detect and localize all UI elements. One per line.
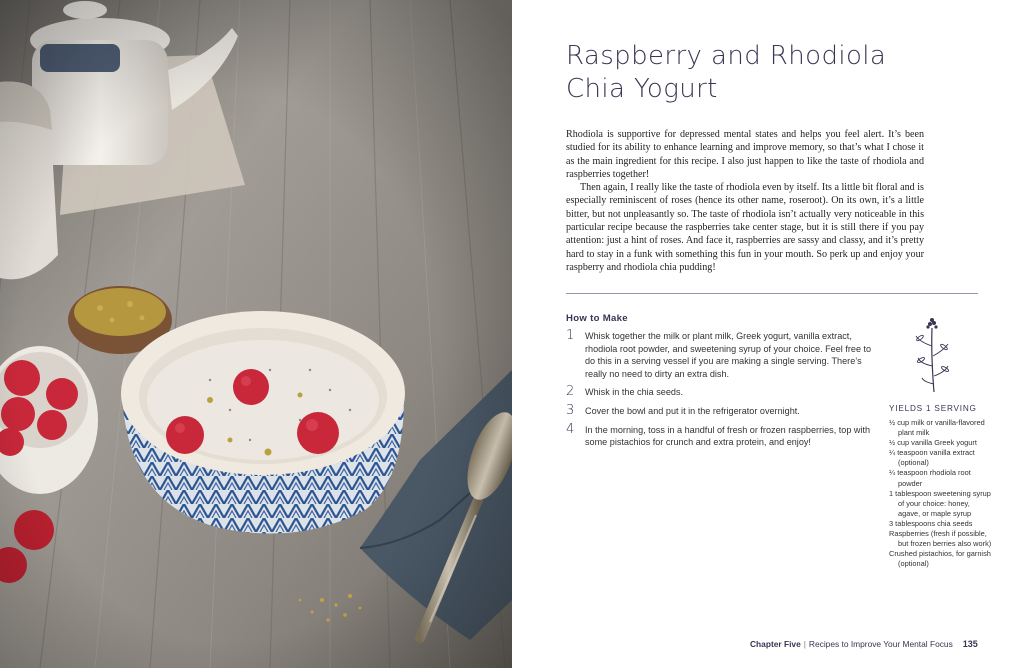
- ingredient-item: ½ cup vanilla Greek yogurt: [889, 438, 977, 448]
- yields-label: YIELDS 1 SERVING: [889, 404, 977, 413]
- step-text: In the morning, toss in a handful of fresh or frozen raspberries, top with some pistachios for crunch and extra protein, and enjoy!: [585, 424, 871, 448]
- step-text: Whisk together the milk or plant milk, Greek yogurt, vanilla extract, rhodiola root powder, and sweetening syrup of your choice. Feel free to do this in a serving vessel if you are making a single serving. There’s really no need to dirty an extra dish.: [585, 331, 872, 379]
- page-footer: [750, 639, 978, 649]
- recipe-title-line-2: Chia Yogurt: [566, 74, 718, 104]
- method-step: [566, 402, 876, 418]
- step-text: Cover the bowl and put it in the refrigerator overnight.: [585, 405, 800, 416]
- recipe-intro: [566, 128, 924, 274]
- recipe-page: [512, 0, 1024, 668]
- method-step: [566, 421, 876, 449]
- recipe-title: [566, 40, 986, 106]
- method-steps: [566, 330, 876, 455]
- rhodiola-sprig-icon: [910, 316, 954, 394]
- page-number: 135: [962, 639, 978, 649]
- step-text: Whisk in the chia seeds.: [585, 387, 684, 398]
- how-to-heading: How to Make: [566, 313, 628, 324]
- ingredient-item: Crushed pistachios, for garnish (optional): [889, 549, 991, 569]
- method-step: [566, 330, 876, 380]
- section-divider: [566, 293, 978, 294]
- step-number: 1: [566, 328, 575, 343]
- ingredient-item: Raspberries (fresh if possible, but frozen berries also work): [889, 529, 992, 549]
- ingredient-item: ¼ teaspoon vanilla extract (optional): [889, 448, 975, 468]
- footer-separator: |: [803, 639, 806, 649]
- ingredient-item: ¼ teaspoon rhodiola root powder: [889, 468, 971, 488]
- section-label: Recipes to Improve Your Mental Focus: [808, 639, 953, 649]
- method-step: [566, 386, 876, 399]
- step-number: 2: [566, 384, 575, 400]
- ingredient-item: 3 tablespoons chia seeds: [889, 518, 973, 528]
- intro-paragraph: Then again, I really like the taste of rhodiola even by itself. Its a little bit floral and is especially reminiscent of roses (hence its other name, roseroot). On its own, it’s a little bitter, but not unpleasantly so. The taste of rhodiola isn’t actually very noticeable in this particular recipe because the raspberries take center stage, but it is still there if you pay attention: just a hint of roses. And face it, raspberries are sassy and classy, and it’s pretty hard to stay in a funk with something this fun in your mouth. So perk up and enjoy your raspberry and rhodiola chia pudding!: [566, 182, 924, 273]
- chapter-label: Chapter Five: [750, 639, 801, 649]
- step-number: 3: [566, 402, 575, 418]
- intro-paragraph: Rhodiola is supportive for depressed mental states and helps you feel alert. It’s been studied for its ability to enhance learning and improve memory, so that’s what I chose it as the main ingredient for this recipe. I also just happen to like the taste of rhodiola and raspberries together!: [566, 129, 924, 180]
- step-number: 4: [566, 421, 575, 437]
- ingredient-list: [889, 418, 993, 569]
- recipe-title-line-1: Raspberry and Rhodiola: [566, 41, 887, 71]
- ingredient-item: ½ cup milk or vanilla-flavored plant milk: [889, 418, 985, 438]
- ingredient-item: 1 tablespoon sweetening syrup of your choice: honey, agave, or maple syrup: [889, 488, 991, 518]
